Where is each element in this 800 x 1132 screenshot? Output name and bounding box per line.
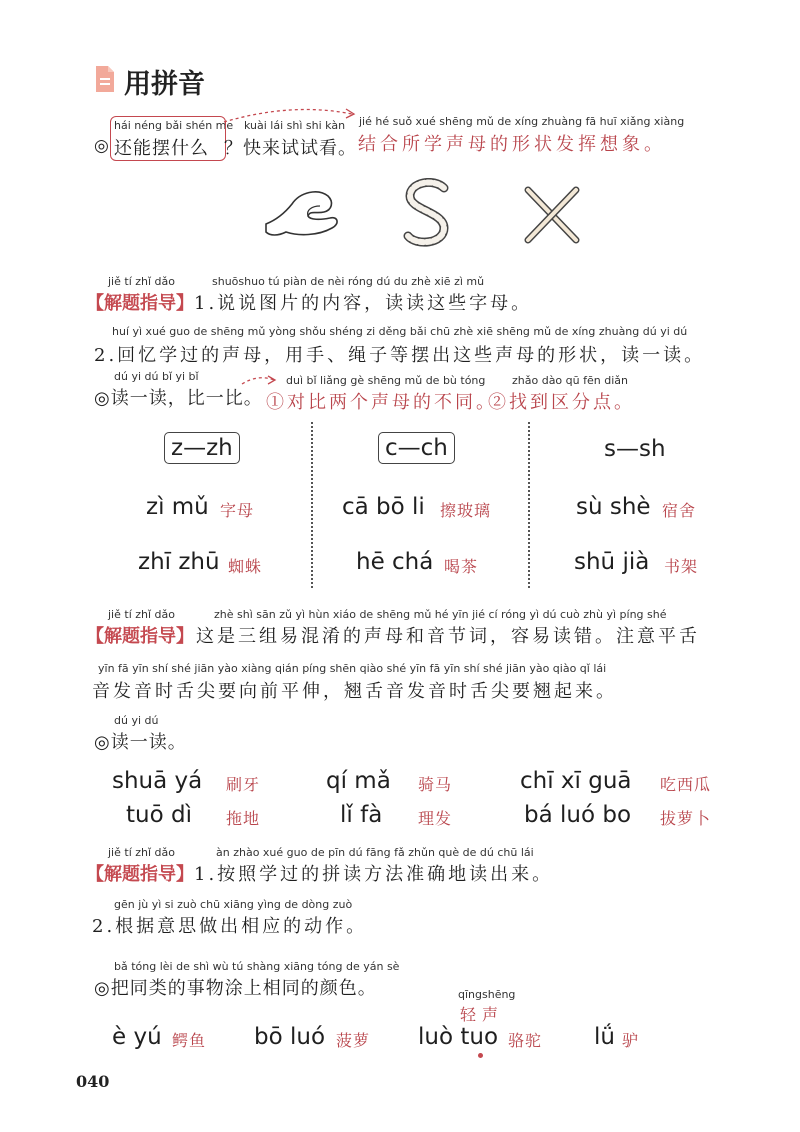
section-icon	[94, 64, 116, 94]
word-hanzi: 吃西瓜	[660, 775, 712, 794]
q2-hint2: ②找到区分点。	[488, 392, 635, 413]
word-hanzi: 理发	[418, 809, 453, 828]
tip2-label-pinyin: jiě tí zhǐ dǎo	[108, 608, 175, 621]
q2-hint2-pinyin: zhǎo dào qū fēn diǎn	[512, 374, 628, 387]
tip1-line1: 1.说说图片的内容，读读这些字母。	[194, 293, 533, 314]
word-pinyin: sù shè	[576, 494, 651, 520]
tip3-label-pinyin: jiě tí zhǐ dǎo	[108, 846, 175, 859]
word-hanzi: 菠萝	[336, 1031, 371, 1050]
q2-pinyin: dú yi dú bǐ yi bǐ	[114, 370, 199, 383]
q4-text: ◎把同类的事物涂上相同的颜色。	[94, 978, 377, 999]
word-hanzi: 骆驼	[508, 1031, 543, 1050]
column-divider	[311, 422, 313, 588]
tip2-label: 【解题指导】	[86, 626, 194, 647]
q2-hint1-pinyin: duì bǐ liǎng gè shēng mǔ de bù tóng	[286, 374, 486, 387]
q2-arrow	[240, 374, 280, 388]
q3-text: ◎读一读。	[94, 732, 187, 753]
tip2-line2: 音发音时舌尖要向前平伸，翘舌音发音时舌尖要翘起来。	[92, 681, 617, 702]
word-pinyin: hē chá	[356, 549, 434, 575]
word-hanzi: 喝茶	[444, 557, 479, 576]
word-pinyin: shuā yá	[112, 768, 203, 794]
q4-note: 轻声	[460, 1005, 505, 1024]
q2-hint1: ①对比两个声母的不同。	[266, 392, 497, 413]
tip2-line2-pinyin: yīn fā yīn shí shé jiān yào xiàng qián píng shēn qiào shé yīn fā yīn shí shé jiān yào qiào qǐ lái	[98, 662, 607, 675]
word-hanzi: 字母	[220, 501, 255, 520]
column-divider	[528, 422, 530, 588]
q4-note-pinyin: qīngshēng	[458, 988, 516, 1001]
tip1-line1-pinyin: shuōshuo tú piàn de nèi róng dú du zhè xiē zì mǔ	[212, 275, 485, 288]
word-hanzi: 擦玻璃	[440, 501, 492, 520]
neutral-tone-dot	[478, 1053, 483, 1058]
word-pinyin: shū jià	[574, 549, 650, 575]
word-pinyin: luò tuo	[418, 1024, 499, 1050]
tip1-line2: 2.回忆学过的声母，用手、绳子等摆出这些声母的形状，读一读。	[94, 345, 706, 366]
word-pinyin: lǘ	[594, 1024, 615, 1050]
tip3-line1-pinyin: àn zhào xué guo de pīn dú fāng fǎ zhǔn què de dú chū lái	[216, 846, 534, 859]
tip3-line2: 2.根据意思做出相应的动作。	[92, 916, 368, 937]
word-hanzi: 骑马	[418, 775, 453, 794]
tip1-label: 【解题指导】	[86, 293, 194, 314]
hand-c-shape-illustration	[262, 180, 342, 242]
word-pinyin: chī xī guā	[520, 768, 632, 794]
word-pinyin: cā bō li	[342, 494, 425, 520]
word-hanzi: 拖地	[226, 809, 261, 828]
word-pinyin: bá luó bo	[524, 802, 632, 828]
word-pinyin: è yú	[112, 1024, 162, 1050]
page-title: 用拼音	[124, 69, 205, 100]
tip2-line1-pinyin: zhè shì sān zǔ yì hùn xiáo de shēng mǔ hé yīn jié cí róng yì dú cuò zhù yì píng shé	[214, 608, 667, 621]
tip3-label: 【解题指导】	[86, 864, 194, 885]
pair-s-sh: s—sh	[604, 436, 666, 462]
pair-c-ch: c—ch	[378, 432, 455, 464]
word-hanzi: 刷牙	[226, 775, 261, 794]
chopsticks-x-shape-illustration	[520, 184, 584, 248]
tip1-line2-pinyin: huí yì xué guo de shēng mǔ yòng shǒu shéng zi děng bǎi chū zhè xiē shēng mǔ de xíng zhuàng dú yi dú	[112, 325, 688, 338]
q1-arrow	[222, 104, 362, 124]
word-hanzi: 宿舍	[662, 501, 697, 520]
q1-box-text: 还能摆什么	[114, 138, 209, 159]
tip3-line1: 1.按照学过的拼读方法准确地读出来。	[194, 864, 554, 885]
q1-rest-pinyin: kuài lái shì shi kàn	[244, 119, 346, 132]
q4-pinyin: bǎ tóng lèi de shì wù tú shàng xiāng tóng de yán sè	[114, 960, 400, 973]
word-pinyin: zhī zhū	[138, 549, 220, 575]
word-pinyin: bō luó	[254, 1024, 326, 1050]
word-pinyin: zì mǔ	[146, 494, 209, 520]
tip1-label-pinyin: jiě tí zhǐ dǎo	[108, 275, 175, 288]
tip2-line1: 这是三组易混淆的声母和音节词，容易读错。注意平舌	[196, 626, 700, 647]
word-hanzi: 驴	[622, 1031, 640, 1050]
q1-rest-text: ？快来试试看。	[224, 138, 357, 159]
tip3-line2-pinyin: gēn jù yì si zuò chū xiāng yìng de dòng zuò	[114, 898, 353, 911]
q2-text: ◎读一读，比一比。	[94, 388, 263, 409]
word-pinyin: qí mǎ	[326, 768, 391, 794]
word-pinyin: lǐ fà	[340, 802, 383, 828]
page-number: 040	[76, 1072, 110, 1091]
q1-hint-pinyin: jié hé suǒ xué shēng mǔ de xíng zhuàng fā huī xiǎng xiàng	[359, 115, 685, 128]
q1-prefix: ◎	[94, 136, 109, 156]
word-pinyin: tuō dì	[126, 802, 192, 828]
q1-hint-text: 结合所学声母的形状发挥想象。	[358, 134, 666, 155]
word-hanzi: 拔萝卜	[660, 809, 712, 828]
word-hanzi: 鳄鱼	[172, 1031, 207, 1050]
word-hanzi: 书架	[664, 557, 699, 576]
pair-z-zh: z—zh	[164, 432, 240, 464]
rope-s-shape-illustration	[398, 178, 458, 250]
word-hanzi: 蜘蛛	[228, 557, 263, 576]
q1-box-pinyin: hái néng bǎi shén me	[114, 119, 234, 132]
q3-pinyin: dú yi dú	[114, 714, 159, 727]
